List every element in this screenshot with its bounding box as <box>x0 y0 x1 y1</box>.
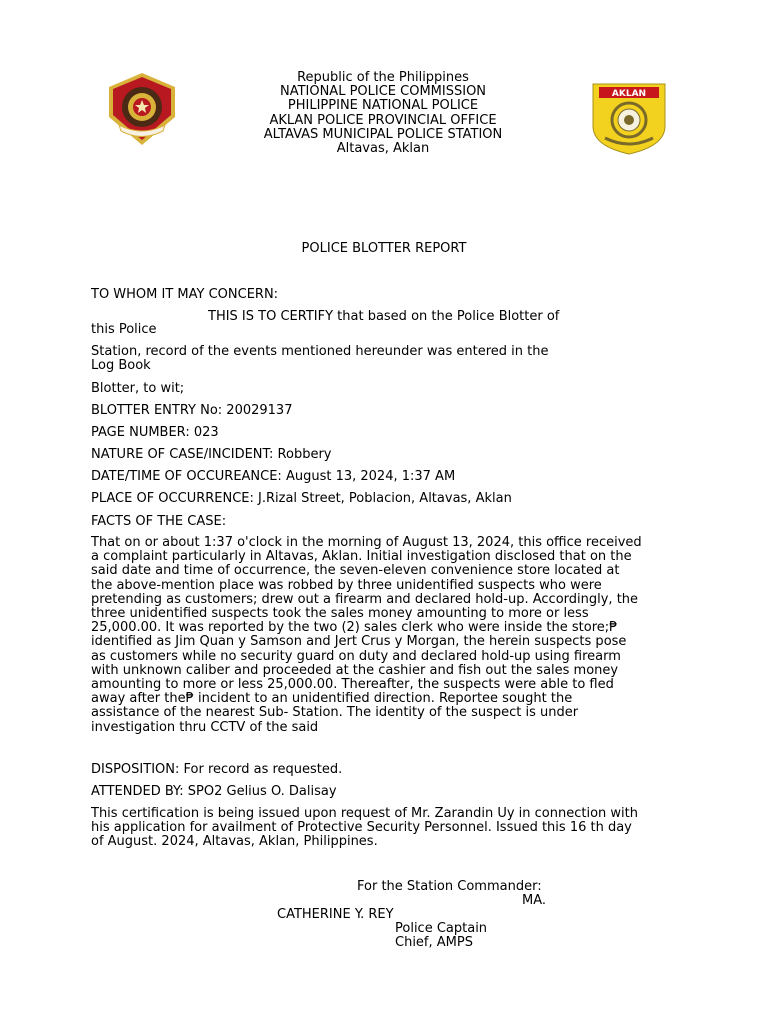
aklan-banner-text: AKLAN <box>611 89 647 99</box>
facts-line: That on or about 1:37 o'clock in the morning of August 13, 2024, this office received <box>91 535 642 550</box>
facts-line: assistance of the nearest Sub- Station. The identity of the suspect is under <box>91 705 579 721</box>
header-line: PHILIPPINE NATIONAL POLICE <box>287 98 479 114</box>
for-station-commander: For the Station Commander: <box>357 879 542 894</box>
station-line: Log Book <box>91 358 151 373</box>
certification-line: his application for availment of Protective Security Personnel. Issued this 16 th day <box>91 820 632 836</box>
certify-line: this Police <box>91 322 157 337</box>
header-line: Altavas, Aklan <box>336 141 430 157</box>
header-line: Republic of the Philippines <box>297 70 469 85</box>
facts-line: three unidentified suspects took the sales money amounting to more or less <box>91 606 589 622</box>
signatory-name: CATHERINE Y. REY <box>277 907 394 922</box>
aklan-provincial-office-icon <box>591 82 667 156</box>
header-line: ALTAVAS MUNICIPAL POLICE STATION <box>263 126 503 142</box>
facts-line: a complaint particularly in Altavas, Aklan. Initial investigation disclosed that on the <box>91 549 632 565</box>
disposition: DISPOSITION: For record as requested. <box>91 762 343 777</box>
document-header <box>200 71 566 156</box>
signatory-rank: Police Captain <box>395 921 488 936</box>
certification-paragraph <box>91 807 681 850</box>
facts-line: investigation thru CCTV of the said <box>91 719 319 735</box>
facts-line: identified as Jim Quan y Samson and Jert Crus y Morgan, the herein suspects pose <box>91 634 627 650</box>
place-of-occurrence: PLACE OF OCCURRENCE: J.Rizal Street, Poblacion, Altavas, Aklan <box>91 491 512 506</box>
facts-line: pretending as customers; drew out a firearm and declared hold-up. Accordingly, the <box>91 591 639 607</box>
blotter-entry-number: BLOTTER ENTRY No: 20029137 <box>91 403 293 418</box>
nature-of-case: NATURE OF CASE/INCIDENT: Robbery <box>91 447 332 462</box>
blotter-line: Blotter, to wit; <box>91 381 185 396</box>
certification-line: This certification is being issued upon request of Mr. Zarandin Uy in connection with <box>91 806 638 821</box>
attended-by: ATTENDED BY: SPO2 Gelius O. Dalisay <box>91 784 337 799</box>
certification-line: of August. 2024, Altavas, Aklan, Philippines. <box>91 834 378 850</box>
facts-line: amounting to more or less 25,000.00. Thereafter, the suspects were able to fled <box>91 677 614 693</box>
facts-line: with unknown caliber and proceeded at the cashier and fish out the sales money <box>91 662 619 678</box>
facts-paragraph <box>91 536 681 735</box>
signatory-position: Chief, AMPS <box>395 935 473 950</box>
page-number: PAGE NUMBER: 023 <box>91 425 219 440</box>
station-line: Station, record of the events mentioned hereunder was entered in the <box>91 344 549 359</box>
document-title: POLICE BLOTTER REPORT <box>301 241 467 256</box>
facts-line: 25,000.00. It was reported by the two (2) sales clerk who were inside the store;₱ <box>91 620 618 636</box>
header-line: AKLAN POLICE PROVINCIAL OFFICE <box>269 112 497 128</box>
salutation: TO WHOM IT MAY CONCERN: <box>91 287 279 302</box>
facts-heading: FACTS OF THE CASE: <box>91 514 227 529</box>
pnp-seal-icon <box>105 71 179 147</box>
facts-line: the above-mention place was robbed by three unidentified suspects who were <box>91 577 602 593</box>
header-line: NATIONAL POLICE COMMISSION <box>279 84 487 100</box>
certify-line: THIS IS TO CERTIFY that based on the Police Blotter of <box>208 309 560 324</box>
signatory-prefix: MA. <box>522 893 547 908</box>
facts-line: said date and time of occurrence, the seven-eleven convenience store located at <box>91 563 620 579</box>
facts-line: away after the₱ incident to an unidentified direction. Reportee sought the <box>91 691 573 707</box>
facts-line: as customers while no security guard on duty and declared hold-up using firearm <box>91 648 621 664</box>
date-time-of-occurrence: DATE/TIME OF OCCUREANCE: August 13, 2024, 1:37 AM <box>91 469 456 484</box>
